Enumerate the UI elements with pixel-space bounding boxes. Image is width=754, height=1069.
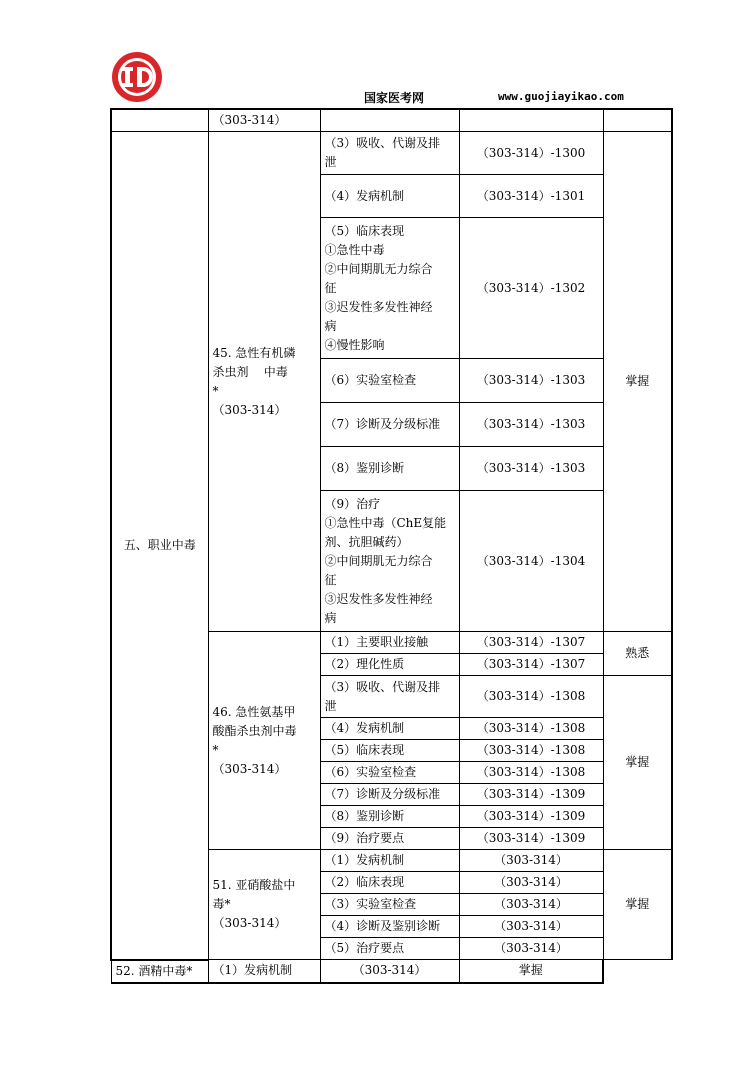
topic-cell: （2）临床表现	[320, 872, 459, 894]
code-cell: （303-314）-1309	[459, 784, 603, 806]
code-cell: （303-314）-1300	[459, 132, 603, 175]
code-cell: （303-314）-1303	[459, 447, 603, 491]
topic-cell: （6）实验室检查	[320, 762, 459, 784]
topic-cell: （9）治疗要点	[320, 828, 459, 850]
code-cell: （303-314）-1308	[459, 718, 603, 740]
level-cell: 掌握	[603, 132, 672, 632]
topic-cell: （2）理化性质	[320, 654, 459, 676]
topic-cell: （5）治疗要点	[320, 938, 459, 960]
table-row	[111, 132, 672, 175]
topic-cell: （3）吸收、代谢及排 泄	[320, 676, 459, 718]
code-cell: （303-314）-1309	[459, 828, 603, 850]
site-url: www.guojiayikao.com	[498, 90, 624, 103]
topic-cell: （8）鉴别诊断	[320, 447, 459, 491]
topic-cell: （8）鉴别诊断	[320, 806, 459, 828]
code-cell: （303-314）	[320, 960, 459, 983]
topic-cell: （1）发病机制	[320, 850, 459, 872]
code-cell: （303-314）-1303	[459, 359, 603, 403]
code-cell: （303-314）-1307	[459, 654, 603, 676]
topic-cell: （7）诊断及分级标准	[320, 784, 459, 806]
level-cell: 掌握	[459, 960, 603, 983]
code-cell: （303-314）-1308	[459, 676, 603, 718]
table-row	[111, 109, 672, 132]
topic-cell: （4）发病机制	[320, 175, 459, 218]
code-cell: （303-314）	[459, 894, 603, 916]
code-cell: （303-314）-1303	[459, 403, 603, 447]
topic-cell: （1）主要职业接触	[320, 632, 459, 654]
topic-cell: （6）实验室检查	[320, 359, 459, 403]
section-title: 五、职业中毒	[111, 132, 208, 960]
syllabus-table	[110, 108, 673, 984]
topic-cell: （3）实验室检查	[320, 894, 459, 916]
subunit-46: 46. 急性氨基甲 酸酯杀虫剂中毒 * （303-314）	[208, 632, 320, 850]
code-cell: （303-314）-1304	[459, 491, 603, 632]
code-cell: （303-314）	[459, 938, 603, 960]
level-cell: 掌握	[603, 676, 672, 850]
topic-cell: （4）发病机制	[320, 718, 459, 740]
subunit-code: （303-314）	[208, 109, 320, 132]
topic-cell: （5）临床表现 ①急性中毒 ②中间期肌无力综合 征 ③迟发性多发性神经 病 ④慢性影响	[320, 218, 459, 359]
level-cell: 熟悉	[603, 632, 672, 676]
topic-cell: （5）临床表现	[320, 740, 459, 762]
code-cell: （303-314）	[459, 872, 603, 894]
code-cell: （303-314）	[459, 916, 603, 938]
code-cell: （303-314）	[459, 850, 603, 872]
subunit-52: 52. 酒精中毒*	[111, 960, 208, 983]
code-cell: （303-314）-1308	[459, 762, 603, 784]
code-cell: （303-314）-1308	[459, 740, 603, 762]
code-cell: （303-314）-1309	[459, 806, 603, 828]
code-cell: （303-314）-1301	[459, 175, 603, 218]
code-cell: （303-314）-1307	[459, 632, 603, 654]
topic-cell: （3）吸收、代谢及排 泄	[320, 132, 459, 175]
topic-cell: （7）诊断及分级标准	[320, 403, 459, 447]
topic-cell: （4）诊断及鉴别诊断	[320, 916, 459, 938]
guojiayikao-logo	[110, 50, 164, 104]
code-cell: （303-314）-1302	[459, 218, 603, 359]
table-row	[111, 960, 672, 983]
topic-cell: （9）治疗 ①急性中毒（ChE复能 剂、抗胆碱药） ②中间期肌无力综合 征 ③迟发性多发性神经 病	[320, 491, 459, 632]
level-cell: 掌握	[603, 850, 672, 960]
subunit-45: 45. 急性有机磷 杀虫剂 中毒 * （303-314）	[208, 132, 320, 632]
site-name: 国家医考网	[364, 91, 425, 105]
subunit-51: 51. 亚硝酸盐中 毒* （303-314）	[208, 850, 320, 960]
topic-cell: （1）发病机制	[208, 960, 320, 983]
